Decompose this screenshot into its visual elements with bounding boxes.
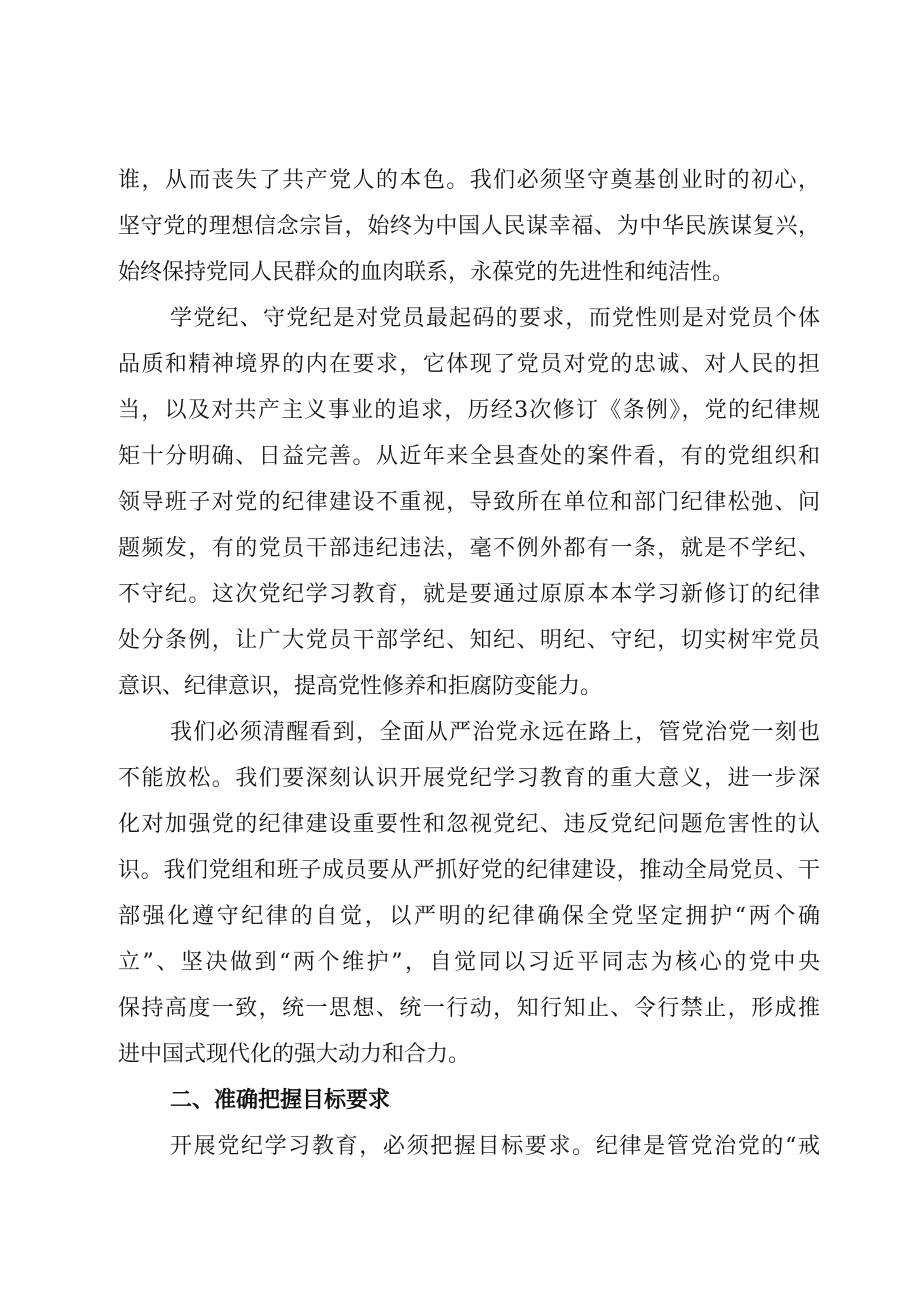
- text-line: 始终保持党同人民群众的血肉联系，永葆党的先进性和纯洁性。: [118, 260, 735, 285]
- text-line: 当，以及对共产主义事业的追求，历经3次修订《条例》，党的纪律规: [118, 398, 820, 423]
- text-line: 谁，从而丧失了共产党人的本色。我们必须坚守奠基创业时的初心，: [118, 168, 820, 193]
- paragraph-first-line: 学党纪、守党纪是对党员最起码的要求，而党性则是对党员个体: [170, 306, 820, 331]
- section-heading: 二、准确把握目标要求: [170, 1088, 391, 1113]
- text-line: 立”、坚决做到“两个维护”，自觉同以习近平同志为核心的党中央: [118, 950, 820, 975]
- text-line: 化对加强党的纪律建设重要性和忽视党纪、违反党纪问题危害性的认: [118, 812, 820, 837]
- text-line: 意识、纪律意识，提高党性修养和拒腐防变能力。: [118, 674, 603, 699]
- text-line: 坚守党的理想信念宗旨，始终为中国人民谋幸福、为中华民族谋复兴，: [118, 214, 820, 239]
- text-line: 品质和精神境界的内在要求，它体现了党员对党的忠诚、对人民的担: [118, 352, 820, 377]
- text-line: 识。我们党组和班子成员要从严抓好党的纪律建设，推动全局党员、干: [118, 858, 820, 883]
- text-line: 不守纪。这次党纪学习教育，就是要通过原原本本学习新修订的纪律: [118, 582, 820, 607]
- text-line: 领导班子对党的纪律建设不重视，导致所在单位和部门纪律松弛、问: [118, 490, 820, 515]
- text-line: 保持高度一致，统一思想、统一行动，知行知止、令行禁止，形成推: [118, 996, 820, 1021]
- paragraph-first-line: 我们必须清醒看到，全面从严治党永远在路上，管党治党一刻也: [170, 720, 820, 745]
- text-line: 部强化遵守纪律的自觉，以严明的纪律确保全党坚定拥护“两个确: [118, 904, 820, 929]
- text-line: 处分条例，让广大党员干部学纪、知纪、明纪、守纪，切实树牢党员: [118, 628, 820, 653]
- paragraph-first-line: 开展党纪学习教育，必须把握目标要求。纪律是管党治党的“戒: [170, 1134, 820, 1159]
- text-line: 不能放松。我们要深刻认识开展党纪学习教育的重大意义，进一步深: [118, 766, 820, 791]
- text-line: 矩十分明确、日益完善。从近年来全县查处的案件看，有的党组织和: [118, 444, 820, 469]
- text-line: 进中国式现代化的强大动力和合力。: [118, 1042, 471, 1067]
- text-line: 题频发，有的党员干部违纪违法，毫不例外都有一条，就是不学纪、: [118, 536, 820, 561]
